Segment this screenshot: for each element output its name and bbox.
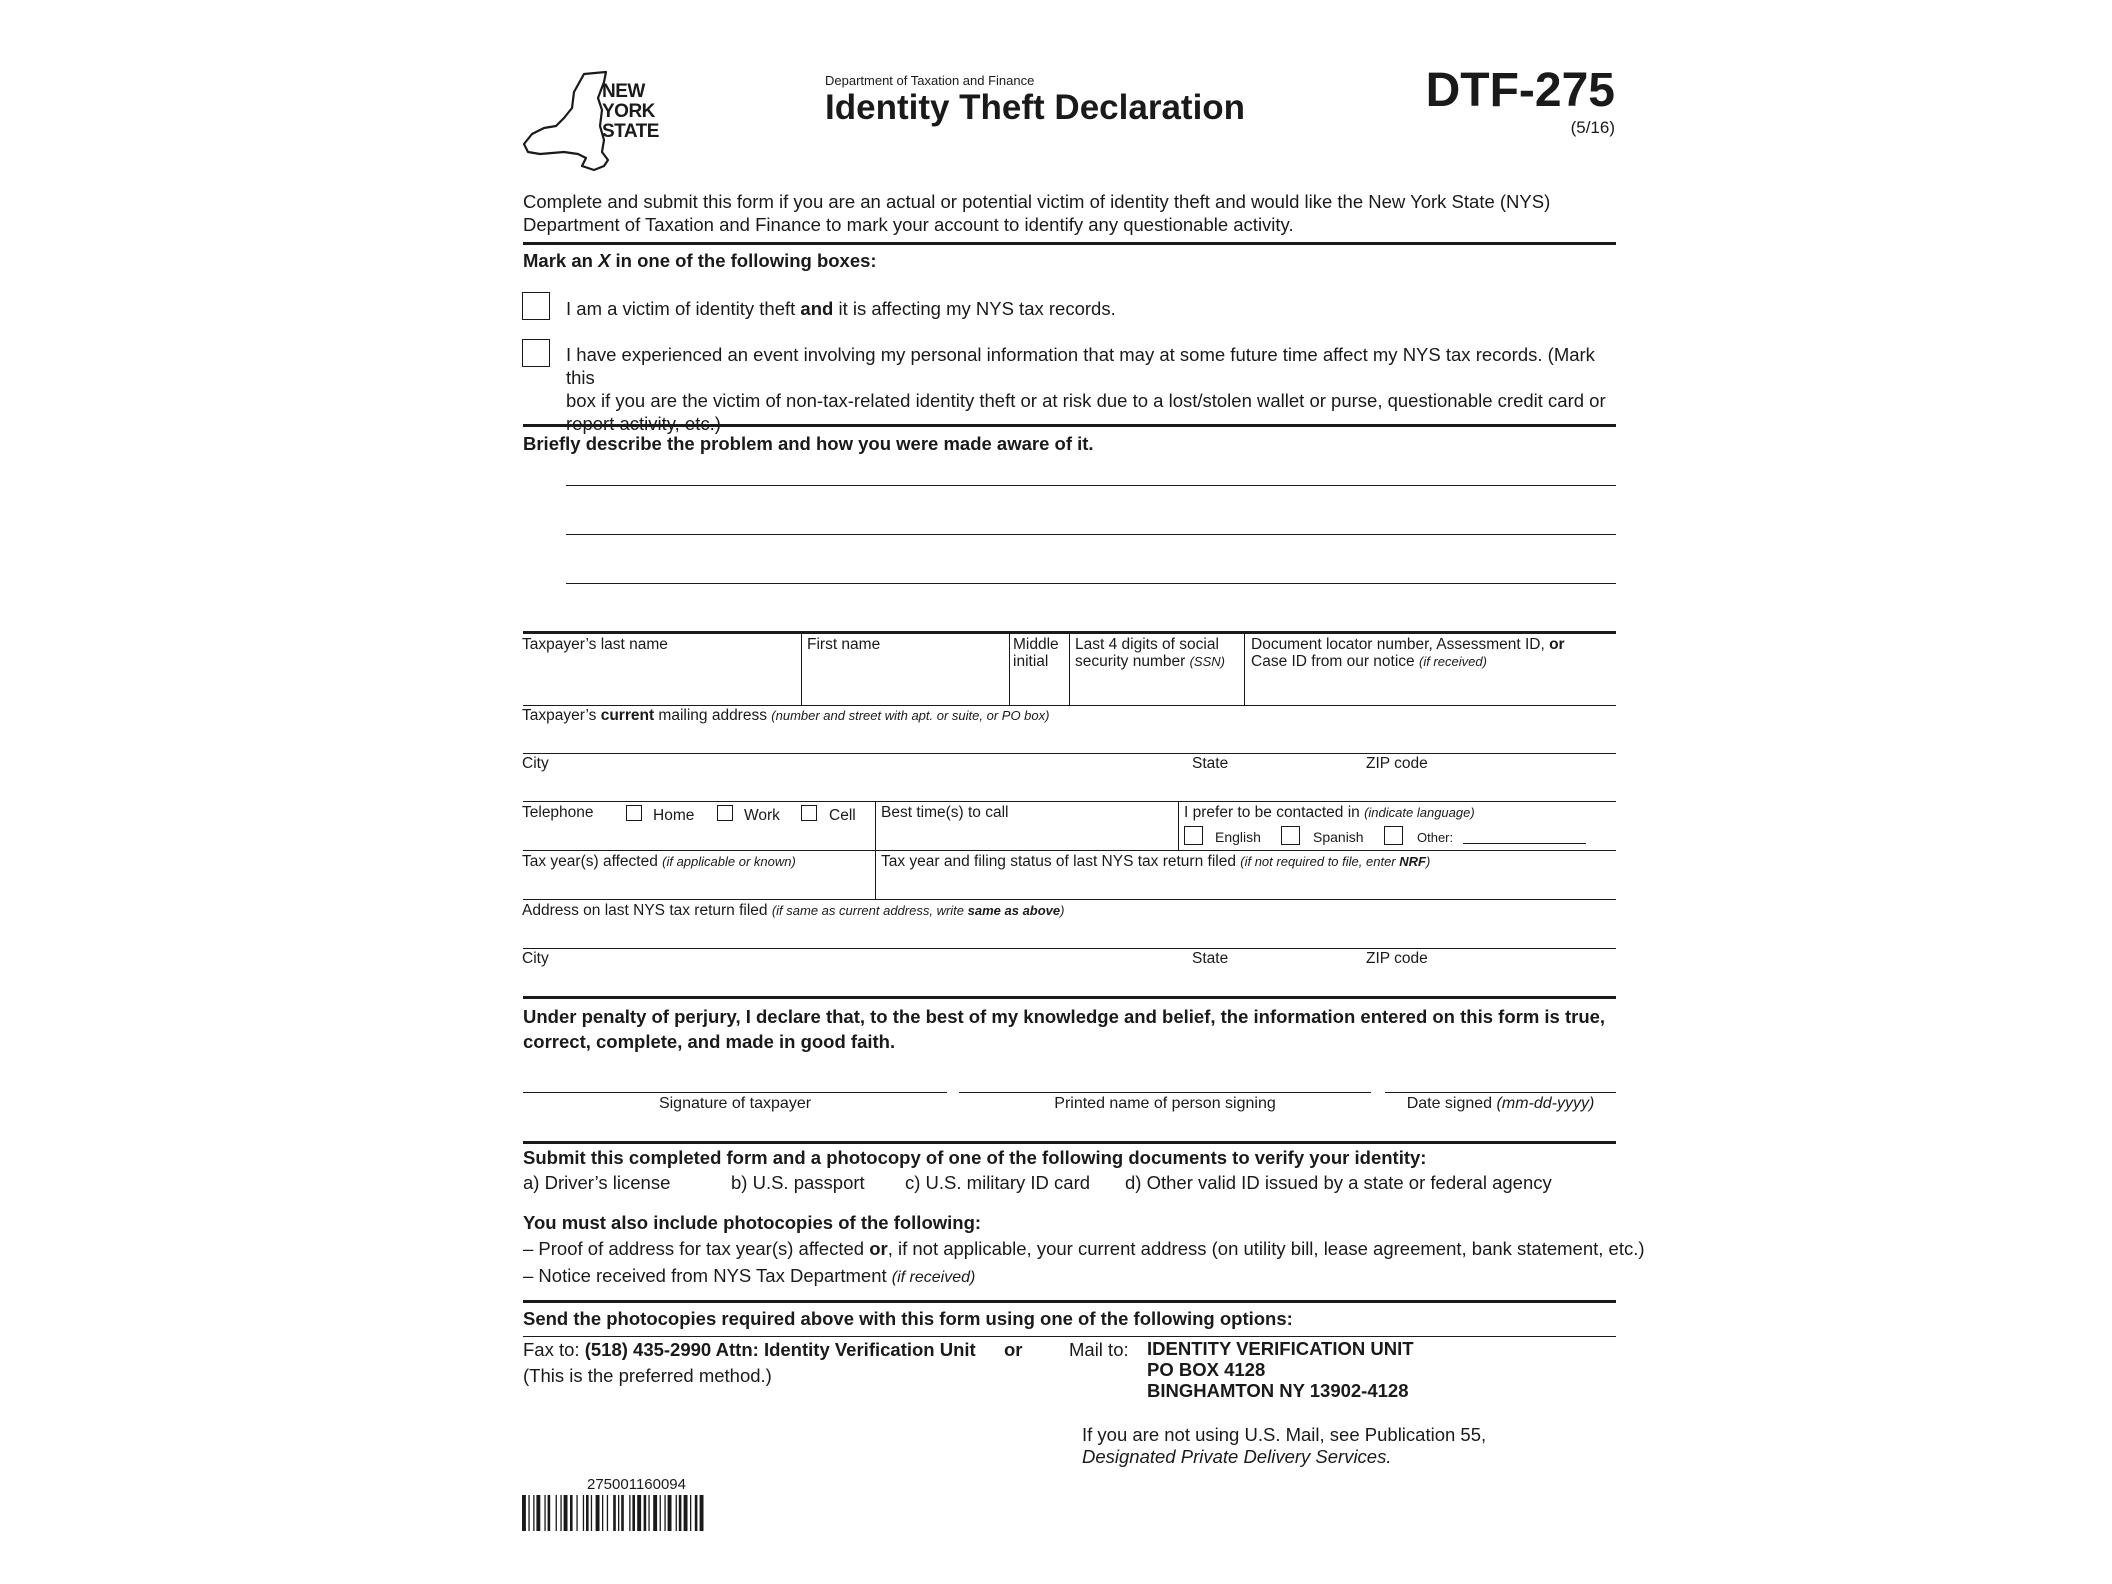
publication-line-2: Designated Private Delivery Services. <box>1082 1446 1392 1467</box>
filing-status-nrf: NRF <box>1399 854 1426 869</box>
filing-status-note: (if not required to file, enter <box>1240 854 1400 869</box>
dln-line-2 <box>1251 653 1565 670</box>
ssn-label-line-2 <box>1075 653 1225 670</box>
last-return-address-input[interactable] <box>524 920 1616 949</box>
describe-rule-3 <box>566 583 1616 584</box>
row-rule <box>523 850 1616 851</box>
signature-rule <box>523 1092 947 1093</box>
mailing-address-post: mailing address <box>654 707 772 724</box>
describe-line-1[interactable] <box>566 452 1618 486</box>
filing-status-input[interactable] <box>881 872 1616 900</box>
mail-line-2: PO BOX 4128 <box>1147 1359 1266 1380</box>
home-label: Home <box>653 807 695 824</box>
telephone-label: Telephone <box>522 804 594 821</box>
divider <box>523 1141 1616 1144</box>
state-input[interactable] <box>1192 772 1356 802</box>
spanish-label: Spanish <box>1313 829 1364 845</box>
printed-name-input[interactable] <box>959 1060 1373 1092</box>
dln-line-2-text: Case ID from our notice <box>1251 653 1419 670</box>
intro-line-1: Complete and submit this form if you are an actual or potential victim of identity theft and would like the New York State (NYS) <box>523 191 1551 212</box>
filing-status-end: ) <box>1425 854 1431 869</box>
perjury-line-2: correct, complete, and made in good faith. <box>523 1031 896 1052</box>
state-label: State <box>1192 950 1229 967</box>
describe-heading: Briefly describe the problem and how you were made aware of it. <box>523 433 1094 454</box>
preferred-method: (This is the preferred method.) <box>523 1365 772 1386</box>
zip-label: ZIP code <box>1366 950 1428 967</box>
mailing-address-note: (number and street with apt. or suite, or PO box) <box>771 708 1050 723</box>
perjury-line-1: Under penalty of perjury, I declare that, to the best of my knowledge and belief, the information entered on this form is true, <box>523 1006 1606 1027</box>
fax-number: (518) 435-2990 Attn: Identity Verification Unit <box>584 1339 976 1360</box>
tax-years-text: Tax year(s) affected <box>522 853 663 870</box>
best-time-input[interactable] <box>881 824 1177 850</box>
last-zip-input[interactable] <box>1366 968 1616 997</box>
also2-note: (if received) <box>891 1269 976 1286</box>
doc-passport: b) U.S. passport <box>731 1172 865 1193</box>
mailing-address-label <box>522 707 1049 724</box>
language-preference-label <box>1184 804 1475 821</box>
language-preference-text: I prefer to be contacted in <box>1184 804 1365 821</box>
ssn-label <box>1075 636 1225 670</box>
doc-drivers-license: a) Driver’s license <box>523 1172 671 1193</box>
dln-line-1-or: or <box>1549 636 1565 653</box>
work-label: Work <box>744 807 780 824</box>
also1-or: or <box>869 1238 888 1259</box>
last-return-address-same: same as above <box>967 903 1061 918</box>
last-name-label: Taxpayer’s last name <box>522 636 668 653</box>
tax-years-input[interactable] <box>524 872 874 900</box>
also-include-item-2 <box>523 1264 975 1289</box>
city-input[interactable] <box>524 772 1188 802</box>
other-language-checkbox[interactable] <box>1384 826 1403 845</box>
ssn-label-abbr: (SSN) <box>1189 654 1225 669</box>
send-heading: Send the photocopies required above with this form using one of the following options: <box>523 1308 1293 1329</box>
dln-line-2-note: (if received) <box>1418 654 1487 669</box>
last-return-address-note: (if same as current address, write <box>771 903 968 918</box>
row-rule <box>523 948 1616 949</box>
date-signed-text: Date signed <box>1406 1095 1497 1112</box>
logo-line-state: STATE <box>602 121 659 142</box>
potential-line-1: I have experienced an event involving my personal information that may at some future time affect my NYS tax records. (Mark this <box>566 344 1595 388</box>
filing-status-text: Tax year and filing status of last NYS tax return filed <box>881 853 1241 870</box>
first-name-label: First name <box>807 636 881 653</box>
mark-heading <box>523 249 877 272</box>
fax-line <box>523 1338 976 1361</box>
mailing-address <box>1147 1338 1414 1401</box>
mailing-address-input[interactable] <box>524 724 1616 754</box>
divider <box>523 1300 1616 1303</box>
last-return-address-text: Address on last NYS tax return filed <box>522 902 772 919</box>
grid-line <box>1178 801 1179 850</box>
mark-heading-suffix: in one of the following boxes: <box>610 250 877 271</box>
mark-heading-prefix: Mark an <box>523 250 599 271</box>
divider <box>523 996 1616 999</box>
intro-line-2: Department of Taxation and Finance to mark your account to identify any questionable activity. <box>523 214 1294 235</box>
logo-line-york: YORK <box>602 101 655 122</box>
home-phone-checkbox[interactable] <box>626 805 642 821</box>
zip-input[interactable] <box>1366 772 1616 802</box>
tax-years-note: (if applicable or known) <box>662 854 796 869</box>
ssn-label-line-1: Last 4 digits of social <box>1075 636 1219 653</box>
english-label: English <box>1215 829 1261 845</box>
city-label: City <box>522 950 549 967</box>
english-checkbox[interactable] <box>1184 826 1203 845</box>
document-locator-label <box>1251 636 1565 670</box>
printed-name-rule <box>959 1092 1371 1093</box>
last-city-input[interactable] <box>524 968 1188 997</box>
ssn-label-text: security number <box>1075 653 1190 670</box>
grid-line <box>1069 633 1070 705</box>
victim-option-label <box>566 297 1116 320</box>
form-number: DTF-275 <box>1425 64 1615 117</box>
row-rule <box>523 801 1616 802</box>
logo-text <box>602 82 659 142</box>
also-include-heading: You must also include photocopies of the following: <box>523 1212 982 1233</box>
grid-line <box>1009 633 1010 705</box>
telephone-input[interactable] <box>524 826 874 850</box>
barcode-icon <box>522 1495 762 1531</box>
perjury-declaration <box>523 1004 1616 1054</box>
department-name: Department of Taxation and Finance <box>825 73 1035 88</box>
also1-post: , if not applicable, your current address (on utility bill, lease agreement, bank statement, etc.) <box>887 1238 1645 1259</box>
send-rule <box>523 1336 1616 1337</box>
mark-heading-x: X <box>598 250 611 271</box>
publication-line-1: If you are not using U.S. Mail, see Publication 55, <box>1082 1424 1487 1445</box>
describe-rule-2 <box>566 534 1616 535</box>
or-separator: or <box>1004 1339 1023 1360</box>
row-rule <box>523 705 1616 706</box>
page-title: Identity Theft Declaration <box>825 88 1246 127</box>
victim-option-pre: I am a victim of identity theft <box>566 298 801 319</box>
potential-victim-checkbox[interactable] <box>522 339 550 367</box>
last-return-address-label <box>522 902 1065 919</box>
middle-initial-line-2: initial <box>1013 653 1049 670</box>
submit-heading: Submit this completed form and a photocopy of one of the following documents to verify your identity: <box>523 1147 1427 1168</box>
language-preference-note: (indicate language) <box>1364 805 1475 820</box>
intro-text <box>523 190 1616 236</box>
grid-line <box>801 633 802 705</box>
other-language-rule <box>1463 843 1586 844</box>
victim-option-and: and <box>800 298 834 319</box>
mail-line-1: IDENTITY VERIFICATION UNIT <box>1147 1338 1414 1359</box>
date-signed-rule <box>1385 1092 1616 1093</box>
grid-line <box>875 850 876 899</box>
first-name-input[interactable] <box>806 668 1008 702</box>
divider <box>523 242 1616 245</box>
last-state-input[interactable] <box>1192 968 1356 997</box>
tax-years-label <box>522 853 796 870</box>
potential-victim-label <box>566 343 1616 435</box>
ssn-last4-input[interactable] <box>1075 672 1243 704</box>
middle-initial-line-1: Middle <box>1013 636 1059 653</box>
document-locator-input[interactable] <box>1251 672 1617 704</box>
middle-initial-input[interactable] <box>1013 672 1069 704</box>
dln-line-1 <box>1251 636 1565 653</box>
best-time-label: Best time(s) to call <box>881 804 1009 821</box>
signature-input[interactable] <box>523 1060 949 1092</box>
other-language-label: Other: <box>1417 830 1454 845</box>
barcode <box>522 1495 762 1531</box>
signature-label: Signature of taxpayer <box>658 1095 812 1112</box>
potential-line-2: box if you are the victim of non-tax-related identity theft or at risk due to a lost/stolen wallet or purse, questionable credit card or <box>566 390 1606 411</box>
date-signed-format: (mm-dd-yyyy) <box>1496 1095 1595 1112</box>
spanish-checkbox[interactable] <box>1281 826 1300 845</box>
doc-other-id: d) Other valid ID issued by a state or federal agency <box>1125 1172 1552 1193</box>
dln-line-1-text: Document locator number, Assessment ID, <box>1251 636 1550 653</box>
row-rule <box>523 753 1616 754</box>
zip-label: ZIP code <box>1366 755 1428 772</box>
date-signed-input[interactable] <box>1385 1060 1618 1092</box>
victim-option-post: it is affecting my NYS tax records. <box>833 298 1116 319</box>
describe-line-3[interactable] <box>566 550 1618 584</box>
also1-pre: – Proof of address for tax year(s) affected <box>523 1238 870 1259</box>
publication-note <box>1082 1424 1486 1468</box>
cell-label: Cell <box>829 807 856 824</box>
nys-logo <box>520 70 680 175</box>
doc-military-id: c) U.S. military ID card <box>905 1172 1091 1193</box>
victim-checkbox[interactable] <box>522 292 550 320</box>
form-revision: (5/16) <box>1570 118 1615 137</box>
mailing-address-pre: Taxpayer’s <box>522 707 601 724</box>
row-rule <box>523 899 1616 900</box>
last-return-address-end: ) <box>1060 903 1065 918</box>
grid-line <box>875 801 876 850</box>
describe-rule-1 <box>566 485 1616 486</box>
date-signed-label <box>1385 1095 1616 1112</box>
mail-line-3: BINGHAMTON NY 13902-4128 <box>1147 1380 1409 1401</box>
also2-pre: – Notice received from NYS Tax Department <box>523 1265 892 1286</box>
city-label: City <box>522 755 549 772</box>
middle-initial-label <box>1013 636 1059 670</box>
state-label: State <box>1192 755 1229 772</box>
divider <box>523 424 1616 427</box>
grid-line <box>1244 633 1245 705</box>
last-name-input[interactable] <box>524 668 800 702</box>
fax-label: Fax to: <box>523 1339 585 1360</box>
also-include-item-1 <box>523 1237 1645 1260</box>
mailing-address-current: current <box>600 707 655 724</box>
work-phone-checkbox[interactable] <box>717 805 733 821</box>
mail-to-label: Mail to: <box>1069 1339 1129 1360</box>
logo-line-new: NEW <box>602 81 645 102</box>
printed-name-label: Printed name of person signing <box>1054 1095 1276 1112</box>
barcode-number: 275001160094 <box>587 1476 686 1493</box>
filing-status-label <box>881 853 1430 870</box>
cell-phone-checkbox[interactable] <box>801 805 817 821</box>
describe-line-2[interactable] <box>566 502 1618 536</box>
